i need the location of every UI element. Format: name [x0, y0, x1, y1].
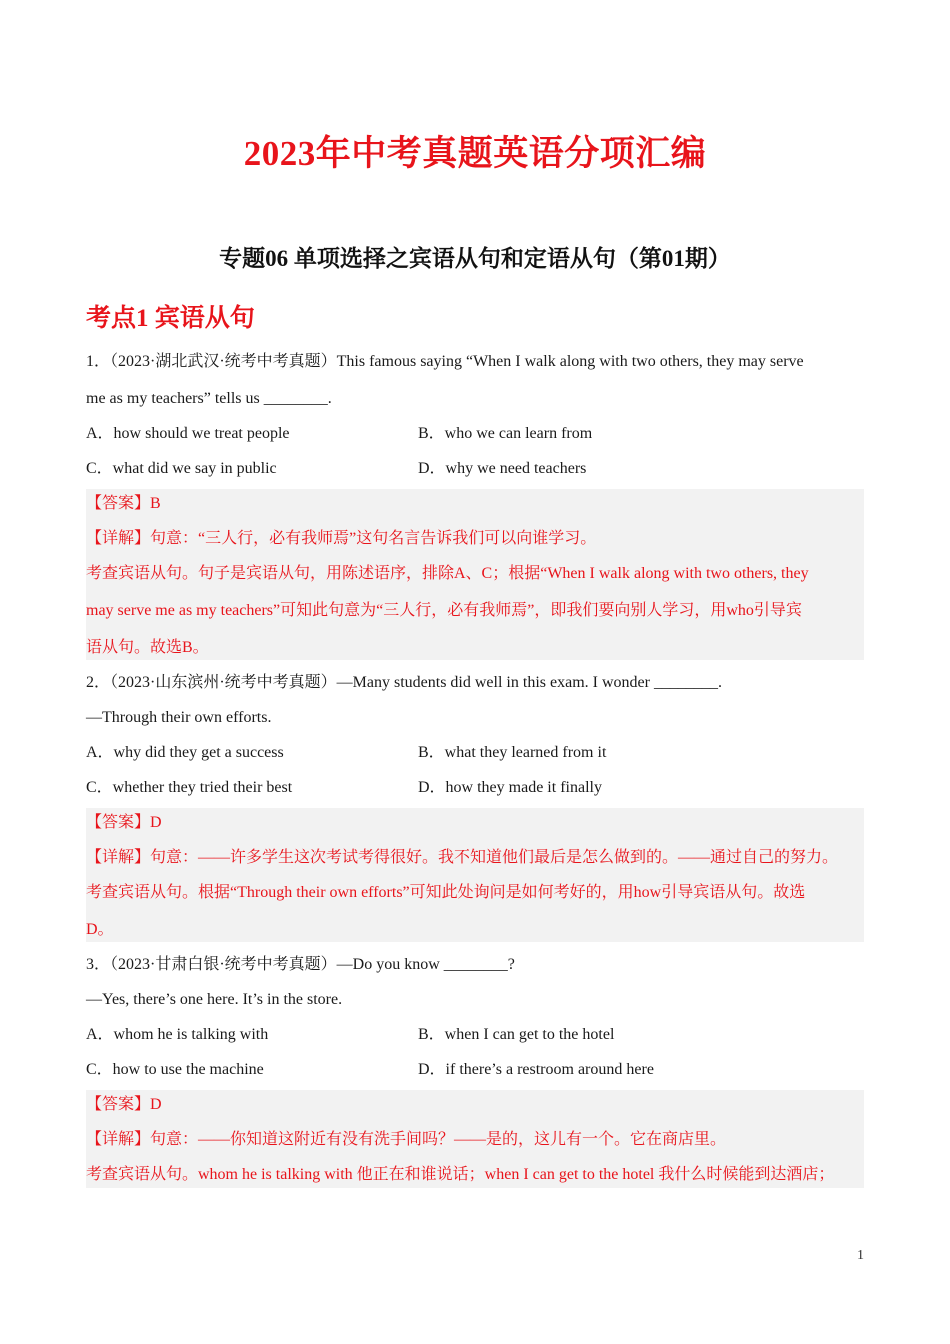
- question-1-explanation-line3: may serve me as my teachers”可知此句意为“三人行，必有我师焉”，即我们要向别人学习，用who引导宾: [86, 602, 802, 619]
- question-3-answer: 【答案】D: [86, 1096, 162, 1113]
- question-1-stem-line1: 1．（2023·湖北武汉·统考中考真题）This famous saying “When I walk along with two others, they may serve: [86, 353, 804, 370]
- question-1-option-a: A．how should we treat people: [86, 425, 290, 442]
- question-3-stem-line1: 3．（2023·甘肃白银·统考中考真题）—Do you know ________?: [86, 956, 515, 973]
- question-1-option-b: B．who we can learn from: [418, 425, 593, 442]
- sub-title: 专题06 单项选择之宾语从句和定语从句（第01期）: [219, 246, 731, 271]
- question-1-stem-line2: me as my teachers” tells us ________.: [86, 390, 332, 407]
- question-3-option-c: C．how to use the machine: [86, 1061, 264, 1078]
- page-number: 1: [857, 1248, 864, 1263]
- question-1-explanation-line4: 语从句。故选B。: [86, 639, 209, 656]
- question-2-option-b: B．what they learned from it: [418, 744, 607, 761]
- question-3-option-a: A．whom he is talking with: [86, 1026, 269, 1043]
- question-2-option-c: C．whether they tried their best: [86, 779, 293, 796]
- question-2-answer-box: [86, 808, 864, 942]
- question-1-explanation-line2: 考查宾语从句。句子是宾语从句，用陈述语序，排除A、C；根据“When I walk along with two others, they: [86, 565, 809, 582]
- question-3-option-d: D．if there’s a restroom around here: [418, 1061, 654, 1078]
- question-2-option-d: D．how they made it finally: [418, 779, 602, 796]
- question-3-explanation-line2: 考查宾语从句。whom he is talking with 他正在和谁说话；when I can get to the hotel 我什么时候能到达酒店；: [86, 1166, 835, 1183]
- main-title: 2023年中考真题英语分项汇编: [243, 134, 707, 173]
- question-2-explanation-line2: 考查宾语从句。根据“Through their own efforts”可知此处询问是如何考好的，用how引导宾语从句。故选: [86, 884, 806, 901]
- question-3-stem-line2: —Yes, there’s one here. It’s in the store.: [86, 991, 343, 1008]
- question-2-answer: 【答案】D: [86, 814, 162, 831]
- question-1-answer: 【答案】B: [86, 495, 161, 512]
- question-2-stem-line1: 2．（2023·山东滨州·统考中考真题）—Many students did well in this exam. I wonder ________.: [86, 674, 722, 691]
- question-1-explanation-line1: 【详解】句意：“三人行，必有我师焉”这句名言告诉我们可以向谁学习。: [86, 530, 597, 547]
- question-2-explanation-line3: D。: [86, 921, 114, 938]
- question-2-explanation-line1: 【详解】句意：——许多学生这次考试考得很好。我不知道他们最后是怎么做到的。——通过自己的努力。: [86, 849, 839, 866]
- question-3-explanation-line1: 【详解】句意：——你知道这附近有没有洗手间吗？——是的，这儿有一个。它在商店里。: [86, 1131, 727, 1148]
- section-title: 考点1 宾语从句: [86, 305, 255, 332]
- question-2-option-a: A．why did they get a success: [86, 744, 284, 761]
- question-3-option-b: B．when I can get to the hotel: [418, 1026, 615, 1043]
- question-1-option-d: D．why we need teachers: [418, 460, 587, 477]
- question-1-option-c: C．what did we say in public: [86, 460, 277, 477]
- question-2-stem-line2: —Through their own efforts.: [86, 709, 272, 726]
